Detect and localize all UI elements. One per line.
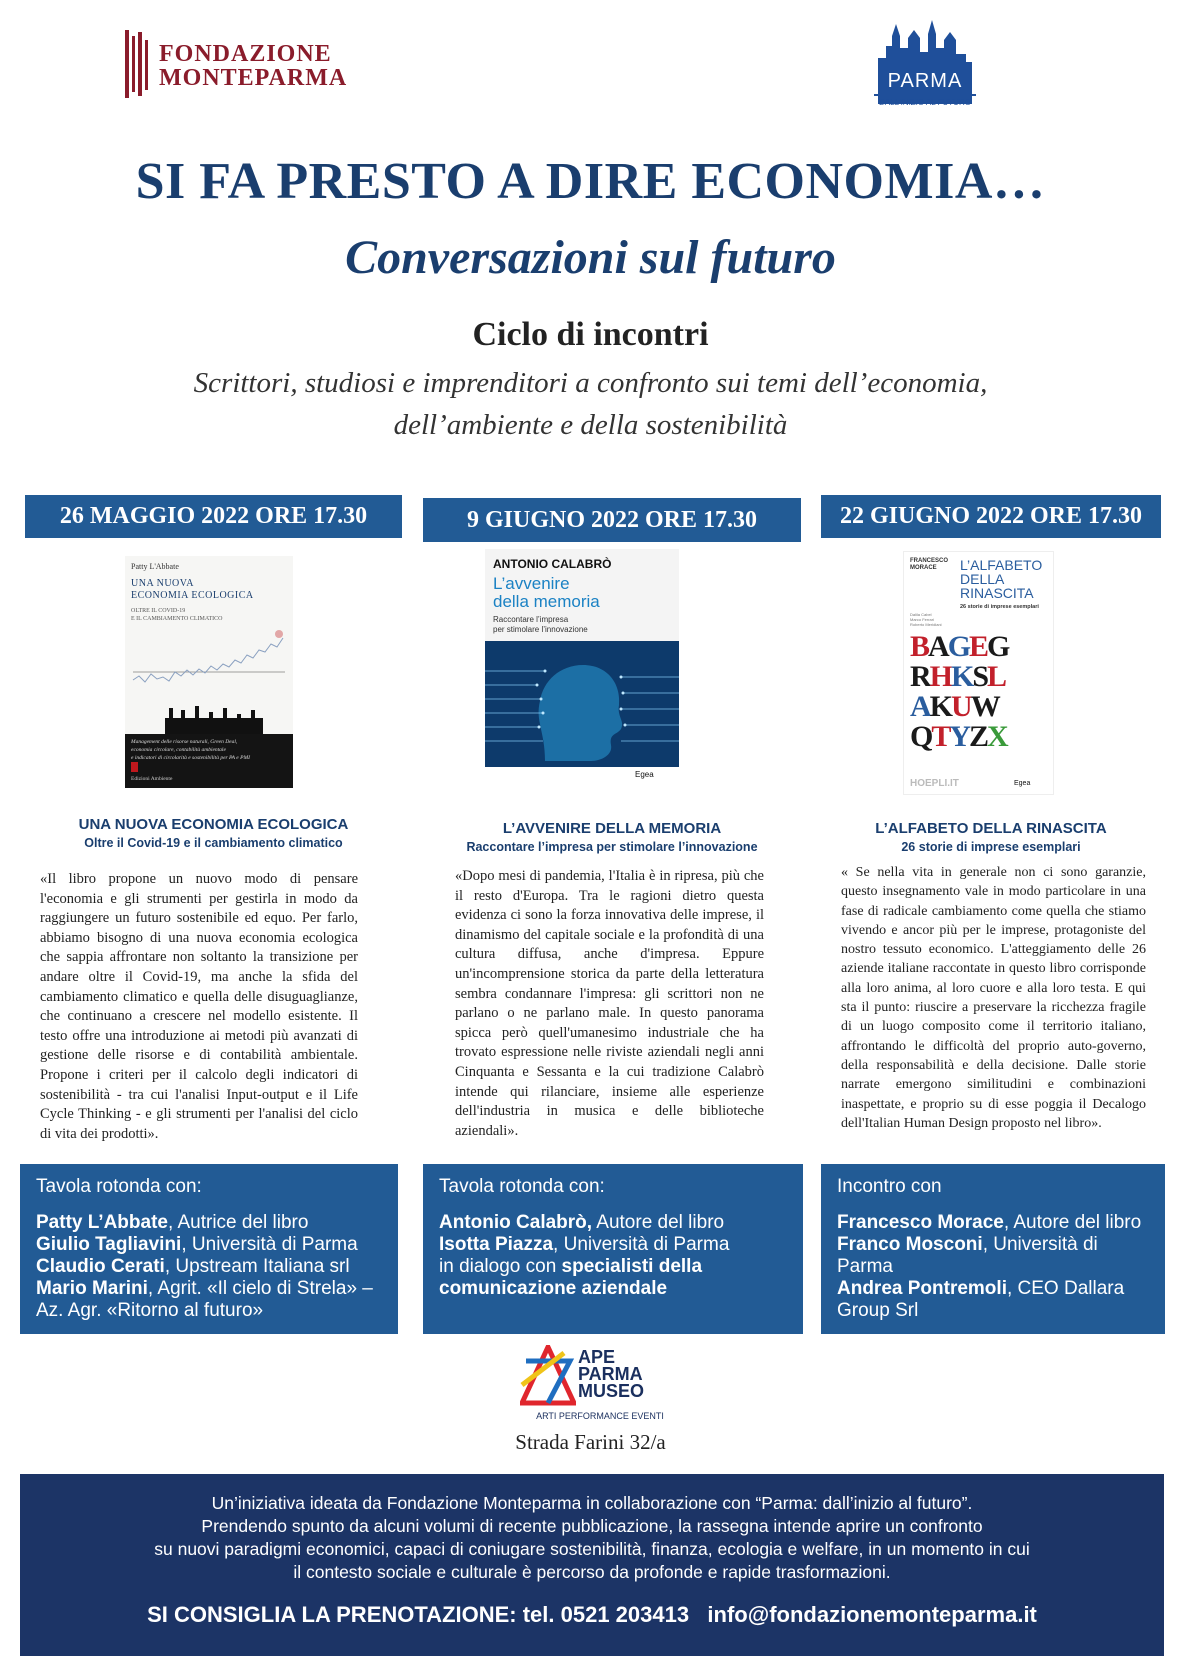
ape-parma-museo-logo xyxy=(520,1345,670,1420)
panel-3-heading: Incontro con xyxy=(837,1176,942,1197)
cover-3-letters: BAGEG RHKSL AKUW QTYZX xyxy=(910,630,1009,753)
book-cover-1 xyxy=(125,556,293,788)
cover-1-publisher-logo xyxy=(131,762,138,772)
book-2-subtitle: Raccontare l’impresa per stimolare l’innovazione xyxy=(466,840,758,854)
parma-skyline-icon xyxy=(870,18,980,110)
cover-1-silhouettes xyxy=(125,696,293,736)
page-subtitle: Conversazioni sul futuro xyxy=(345,231,836,284)
book-cover-3 xyxy=(903,551,1054,795)
venue-address: Strada Farini 32/a xyxy=(515,1430,666,1454)
book-1-subtitle: Oltre il Covid-19 e il cambiamento climatico xyxy=(84,836,343,850)
fondazione-columns-icon xyxy=(125,30,151,98)
panel-2-speakers xyxy=(423,1164,803,1334)
cover-3-author: FRANCESCO MORACE xyxy=(910,558,949,571)
panel-1-speakers xyxy=(20,1164,398,1334)
footer-banner xyxy=(20,1474,1164,1656)
panel-3-speakers xyxy=(821,1164,1165,1334)
footer-description: Un’iniziativa ideata da Fondazione Monteparma in collaborazione con “Parma: dall’inizio al futuro”. Prendendo spunto da alcuni volumi di recente pubblicazione, la rassegna intende aprire un confronto su nuovi paradigmi economici, capaci di coniugare sostenibilità, finanza, ecologia e welfare, in un momento in cui il contesto sociale e culturale è percorso da profonde e rapide trasformazioni. xyxy=(154,1493,1030,1582)
cover-3-title: L’ALFABETO DELLA RINASCITA xyxy=(960,557,1043,601)
fondazione-wordmark: FONDAZIONE MONTEPARMA xyxy=(159,41,348,91)
page-title: SI FA PRESTO A DIRE ECONOMIA… xyxy=(135,153,1046,210)
fondazione-monteparma-logo xyxy=(125,30,348,100)
panel-2-heading: Tavola rotonda con: xyxy=(439,1176,605,1197)
book-1-description: «Il libro propone un nuovo modo di pensare l'economia e gli strumenti per gestirla in modo da raggiungere un futuro sostenibile ed equo. Per farlo, abbiamo bisogno di una nuova economia ecologica che sappia affrontare non soltanto la transizione per andare oltre il Covid-19, ma anche la sfida del cambiamento climatico e quella delle disuguaglianze, che continuano a crescere nel modello esistente. Il testo offre una introduzione ai metodi più avanzati di gestione delle risorse e di contabilità ambientale. Propone i criteri per il calcolo degli indicatori di sostenibilità - tra cui l'analisi Input-output e il Life Cycle Thinking - e gli strumenti per l'analisi del ciclo di vita dei prodotti». xyxy=(40,871,358,1142)
parma-logo-title: PARMA xyxy=(887,70,963,92)
cover-2-publisher: Egea xyxy=(635,770,654,779)
parma-logo-subtitle: DALL'INIZIO AL FUTURO xyxy=(879,98,971,107)
speaker-line: Giulio Tagliavini, Università di Parma xyxy=(36,1234,358,1255)
ape-wordmark: APE PARMA MUSEO xyxy=(578,1347,645,1401)
parma-logo xyxy=(870,18,980,110)
book-cover-2 xyxy=(485,549,679,785)
ape-tagline: ARTI PERFORMANCE EVENTI xyxy=(536,1411,664,1421)
panel-1-heading: Tavola rotonda con: xyxy=(36,1176,202,1197)
speaker-line: Patty L’Abbate, Autrice del libro xyxy=(36,1212,309,1233)
cover-1-sub-2: E IL CAMBIAMENTO CLIMATICO xyxy=(131,616,223,622)
ape-triangle-icon xyxy=(520,1345,576,1407)
event-1-date: 26 MAGGIO 2022 ORE 17.30 xyxy=(25,495,402,538)
cover-2-digital-face xyxy=(485,641,679,767)
cover-3-subtitle: 26 storie di imprese esemplari xyxy=(960,604,1039,610)
tagline-line-2: dell’ambiente e della sostenibilità xyxy=(393,409,788,441)
book-3-title: L’ALFABETO DELLA RINASCITA xyxy=(875,820,1107,837)
book-3-description: « Se nella vita in generale non ci sono garanzie, questo insegnamento vale in modo particolare in una fase di radicale cambiamento come quella che stiamo vivendo e ancor più per le imprese, protagoniste del nostro tessuto economico. L'atteggiamento delle 26 aziende italiane raccontate in questo libro corrisponde alla loro anima, al loro cuore e alla loro testa. E qui sta il punto: riuscire a preservare la ricchezza fragile di un luogo composito come il territorio italiano, affrontando le difficoltà del proprio auto-governo, della responsabilità e della decisione. Dalle storie narrate emergono similitudini e combinazioni inaspettate, e proprio su di esse poggia il Decalogo dell'Italian Human Design proposto nel libro». xyxy=(841,865,1146,1131)
event-3-date: 22 GIUGNO 2022 ORE 17.30 xyxy=(821,495,1161,538)
speaker-line: Francesco Morace, Autore del libro xyxy=(837,1212,1142,1233)
cover-1-sub-1: OLTRE IL COVID-19 xyxy=(131,608,186,614)
cover-3-credits: Dalila Cabel Marco Ferrari Roberto Meridiani xyxy=(910,612,942,627)
cover-3-publisher: Egea xyxy=(1014,780,1031,787)
cover-1-blurb: Management delle risorse naturali, Green Deal, economia circolare, contabilità ambientale e indicatori di circolarità e sostenibilità per PA e PMI xyxy=(131,739,250,761)
tagline xyxy=(0,362,1181,446)
speaker-line: Claudio Cerati, Upstream Italiana srl xyxy=(36,1256,350,1277)
cover-2-subtitle: Raccontare l’impresa per stimolare l’innovazione xyxy=(493,615,588,634)
speaker-line: Franco Mosconi, Università di Parma xyxy=(837,1234,1098,1277)
cover-1-publisher: Edizioni Ambiente xyxy=(131,776,173,782)
series-label: Ciclo di incontri xyxy=(472,316,709,353)
speaker-line: Andrea Pontremoli, CEO Dallara Group Srl xyxy=(837,1278,1125,1321)
cover-2-author: ANTONIO CALABRÒ xyxy=(493,557,612,571)
book-2-title: L’AVVENIRE DELLA MEMORIA xyxy=(502,820,722,837)
booking-contact: SI CONSIGLIA LA PRENOTAZIONE: tel. 0521 203413 info@fondazionemonteparma.it xyxy=(147,1602,1037,1627)
cover-1-author: Patty L'Abbate xyxy=(131,562,179,571)
cover-1-title-1: UNA NUOVA xyxy=(131,578,194,589)
event-2-date: 9 GIUGNO 2022 ORE 17.30 xyxy=(423,498,801,542)
book-1-title: UNA NUOVA ECONOMIA ECOLOGICA xyxy=(78,816,349,833)
speaker-line: in dialogo con specialisti della comunicazione aziendale xyxy=(439,1256,703,1299)
tagline-line-1: Scrittori, studiosi e imprenditori a confronto sui temi dell’economia, xyxy=(193,367,988,399)
book-3-subtitle: 26 storie di imprese esemplari xyxy=(901,840,1081,854)
cover-3-hoepli: HOEPLI.IT xyxy=(910,778,959,789)
speaker-line: Antonio Calabrò, Autore del libro xyxy=(439,1212,725,1233)
book-2-description: «Dopo mesi di pandemia, l'Italia è in ripresa, più che il resto d'Europa. Tra le ragioni dietro questa evidenza ci sono la forza innovativa delle imprese, il dinamismo del capitale sociale e la profondità di una cultura diffusa, anche d'impresa. Eppure un'incomprensione storica da parte della letteratura sembra condannare l'impresa: gli scrittori non ne parlano o ne parlano male. In questo panorama spicca però quell'umanesimo industriale che ha trovato espressione nelle riviste aziendali negli anni Cinquanta e Sessanta e la cui tradizione Calabrò intende qui rilanciare, insieme alle esperienze dell'industria in musica e delle biblioteche aziendali». xyxy=(455,868,764,1139)
cover-2-title: L’avvenire della memoria xyxy=(493,574,600,611)
speaker-line: Isotta Piazza, Università di Parma xyxy=(439,1234,730,1255)
cover-1-title-2: ECONOMIA ECOLOGICA xyxy=(131,590,254,601)
speaker-line: Mario Marini, Agrit. «Il cielo di Strela» – Az. Agr. «Ritorno al futuro» xyxy=(36,1278,373,1321)
